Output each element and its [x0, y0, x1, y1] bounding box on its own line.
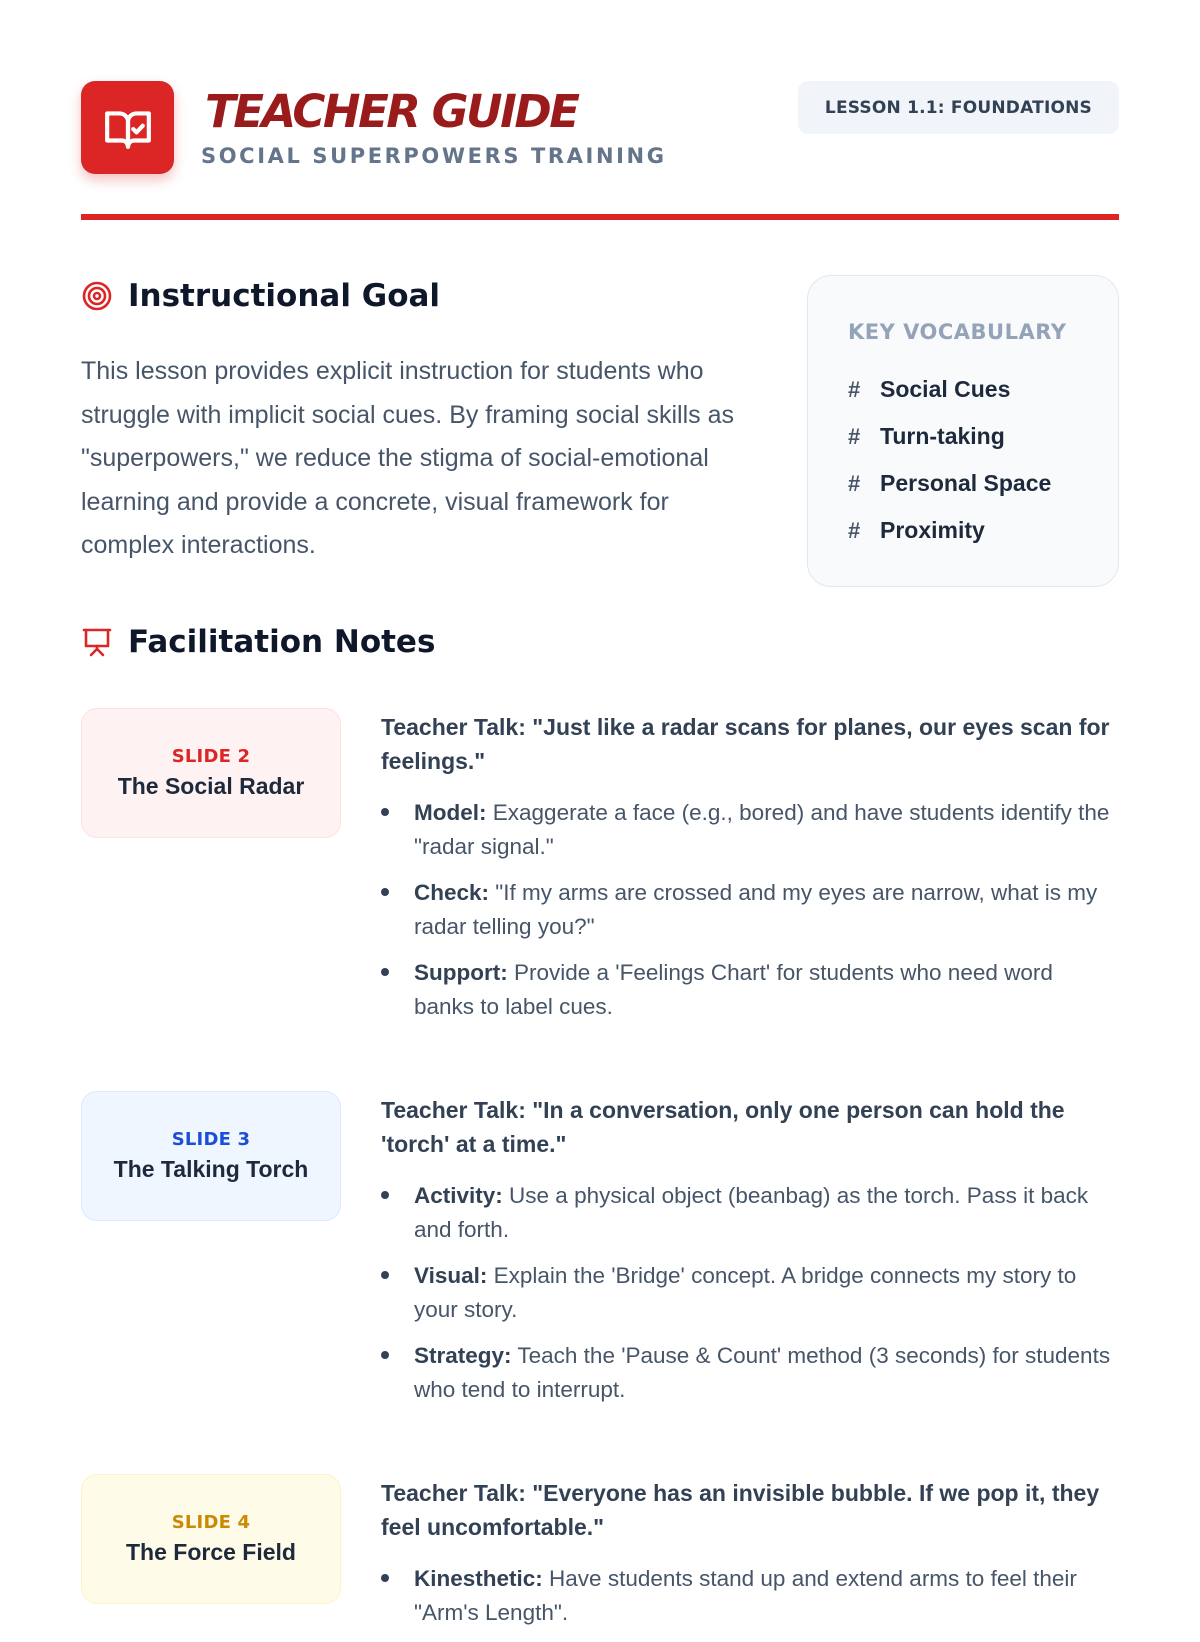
bullet-text: Explain the 'Bridge' concept. A bridge connects my story to your story. — [414, 1263, 1077, 1322]
target-icon — [81, 280, 113, 312]
bullet-label: Kinesthetic: — [414, 1566, 543, 1591]
bullet-dot-icon — [381, 1574, 389, 1582]
hash-icon: # — [848, 376, 861, 402]
teacher-talk: Teacher Talk: "Just like a radar scans for planes, our eyes scan for feelings." — [381, 714, 1110, 774]
vocabulary-term: Turn-taking — [880, 423, 1005, 449]
vocabulary-item — [848, 460, 1078, 507]
slide-name: The Talking Torch — [113, 1156, 309, 1182]
page-header — [81, 0, 1119, 222]
bullet-label: Check: — [414, 880, 490, 905]
bullet-label: Model: — [414, 800, 487, 825]
slide-number: SLIDE 2 — [171, 746, 251, 767]
bullet-dot-icon — [381, 968, 389, 976]
bullet-text: Have students stand up and extend arms to feel their "Arm's Length". — [414, 1566, 1077, 1625]
bullet-text: Provide a 'Feelings Chart' for students who need word banks to label cues. — [414, 960, 1053, 1019]
slide-body — [381, 1091, 1119, 1419]
facilitation-heading-text: Facilitation Notes — [128, 624, 436, 660]
teacher-talk: Teacher Talk: "In a conversation, only one person can hold the 'torch' at a time." — [381, 1097, 1065, 1157]
bullet-item — [381, 1339, 1119, 1407]
bullet-label: Strategy: — [414, 1343, 512, 1368]
vocabulary-item — [848, 413, 1078, 460]
bullet-list — [381, 796, 1119, 1024]
bullet-text: Exaggerate a face (e.g., bored) and have students identify the "radar signal." — [414, 800, 1110, 859]
hash-icon: # — [848, 423, 861, 449]
vocabulary-term: Personal Space — [880, 470, 1052, 496]
vocabulary-item — [848, 366, 1078, 413]
presentation-icon — [81, 626, 113, 658]
book-check-icon — [81, 81, 174, 174]
hash-icon: # — [848, 470, 861, 496]
vocabulary-term: Proximity — [880, 517, 985, 543]
slide-notes-list — [81, 708, 1119, 1642]
vocabulary-item — [848, 507, 1078, 554]
bullet-label: Support: — [414, 960, 508, 985]
bullet-text: "If my arms are crossed and my eyes are narrow, what is my radar telling you?" — [414, 880, 1098, 939]
vocabulary-term: Social Cues — [880, 376, 1011, 402]
page-subtitle: SOCIAL SUPERPOWERS TRAINING — [201, 144, 667, 168]
page-title: TEACHER GUIDE — [205, 85, 578, 138]
bullet-dot-icon — [381, 1191, 389, 1199]
key-vocabulary-card — [807, 275, 1119, 587]
slide-name: The Force Field — [126, 1539, 296, 1565]
vocabulary-title: KEY VOCABULARY — [848, 320, 1067, 344]
facilitation-heading — [81, 624, 1119, 660]
slide-card — [81, 1091, 341, 1221]
teacher-talk: Teacher Talk: "Everyone has an invisible bubble. If we pop it, they feel uncomfortable." — [381, 1480, 1100, 1540]
slide-note — [81, 708, 1119, 1036]
bullet-label: Activity: — [414, 1183, 503, 1208]
bullet-item — [381, 1179, 1119, 1247]
slide-body — [381, 708, 1119, 1036]
bullet-text: Use a physical object (beanbag) as the torch. Pass it back and forth. — [414, 1183, 1089, 1242]
goal-description: This lesson provides explicit instruction for students who struggle with implicit social cues. By framing social skills as "superpowers," we reduce the stigma of social-emotional learning and provide a concrete, visual framework for complex interactions. — [81, 357, 734, 559]
bullet-list — [381, 1179, 1119, 1407]
bullet-dot-icon — [381, 1271, 389, 1279]
slide-card — [81, 708, 341, 838]
hash-icon: # — [848, 517, 861, 543]
instructional-goal-section — [81, 222, 1119, 614]
bullet-text: Teach the 'Pause & Count' method (3 seconds) for students who tend to interrupt. — [414, 1343, 1111, 1402]
slide-number: SLIDE 3 — [171, 1129, 251, 1150]
bullet-item — [381, 876, 1119, 944]
bullet-label: Visual: — [414, 1263, 488, 1288]
goal-heading — [81, 278, 440, 314]
bullet-list — [381, 1562, 1119, 1630]
slide-note — [81, 1091, 1119, 1419]
slide-body — [381, 1474, 1119, 1642]
bullet-item — [381, 1259, 1119, 1327]
slide-name: The Social Radar — [117, 773, 305, 799]
header-divider — [81, 214, 1119, 220]
goal-heading-text: Instructional Goal — [128, 278, 441, 314]
bullet-item — [381, 1562, 1119, 1630]
lesson-badge: LESSON 1.1: FOUNDATIONS — [798, 81, 1119, 134]
slide-card — [81, 1474, 341, 1604]
bullet-item — [381, 796, 1119, 864]
facilitation-notes-section — [81, 624, 1119, 1642]
bullet-dot-icon — [381, 1351, 389, 1359]
bullet-item — [381, 956, 1119, 1024]
bullet-dot-icon — [381, 888, 389, 896]
slide-number: SLIDE 4 — [171, 1512, 251, 1533]
bullet-dot-icon — [381, 808, 389, 816]
slide-note — [81, 1474, 1119, 1642]
